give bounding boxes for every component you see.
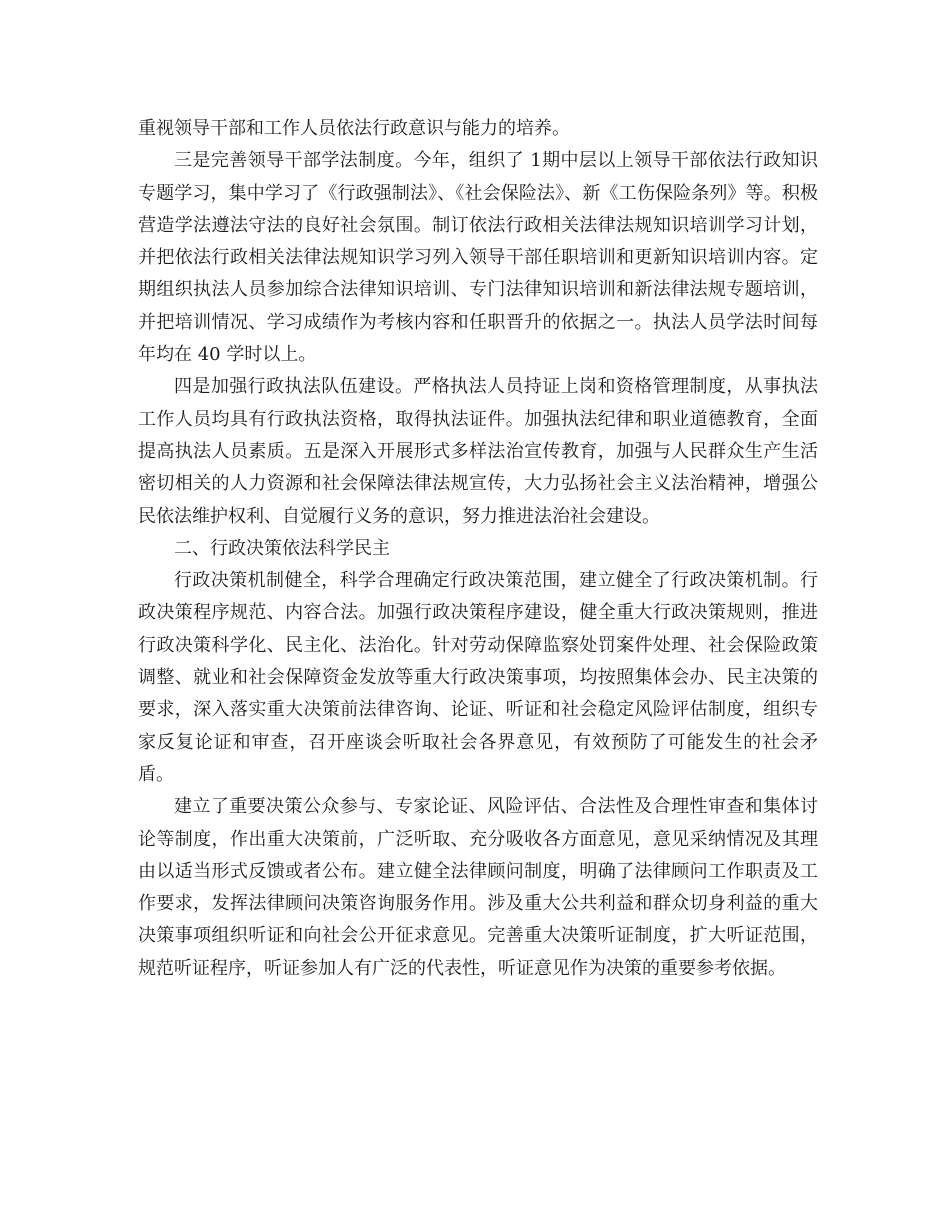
document-page <box>138 113 818 985</box>
paragraph-1: 重视领导干部和工作人员依法行政意识与能力的培养。 <box>138 118 570 139</box>
section-heading: 二、行政决策依法科学民主 <box>174 537 390 559</box>
paragraph-4: 行政决策机制健全，科学合理确定行政决策范围，建立健全了行政决策机制。行政决策程序规范、内容合法。加强行政决策程序建设，健全重大行政决策规则，推进行政决策科学化、民主化、法治化。针对劳动保障监察处罚案件处理、社会保险政策调整、就业和社会保障资金发放等重大行政决策事项，均按照集体会办、民主决策的要求，深入落实重大决策前法律咨询、论证、听证和社会稳定风险评估制度，组织专家反复论证和审查，召开座谈会听取社会各界意见，有效预防了可能发生的社会矛盾。 <box>138 570 818 785</box>
paragraph-2: 三是完善领导干部学法制度。今年，组织了 1期中层以上领导干部依法行政知识专题学习，集中学习了《行政强制法》、《社会保险法》、新《工伤保险条列》等。积极营造学法遵法守法的良好社会氛围。制订依法行政相关法律法规知识培训学习计划，并把依法行政相关法律法规知识学习列入领导干部任职培训和更新知识培训内容。定期组织执法人员参加综合法律知识培训、专门法律知识培训和新法律法规专题培训，并把培训情况、学习成绩作为考核内容和任职晋升的依据之一。执法人员学法时间每年均在 40 学时以上。 <box>138 150 818 366</box>
paragraph-5: 建立了重要决策公众参与、专家论证、风险评估、合法性及合理性审查和集体讨论等制度，作出重大决策前，广泛听取、充分吸收各方面意见，意见采纳情况及其理由以适当形式反馈或者公布。建立健全法律顾问制度，明确了法律顾问工作职责及工作要求，发挥法律顾问决策咨询服务作用。涉及重大公共利益和群众切身利益的重大决策事项组织听证和向社会公开征求意见。完善重大决策听证制度，扩大听证范围，规范听证程序，听证参加人有广泛的代表性，听证意见作为决策的重要参考依据。 <box>138 796 818 979</box>
paragraph-3: 四是加强行政执法队伍建设。严格执法人员持证上岗和资格管理制度，从事执法工作人员均具有行政执法资格，取得执法证件。加强执法纪律和职业道德教育，全面提高执法人员素质。五是深入开展形式多样法治宣传教育，加强与人民群众生产生活密切相关的人力资源和社会保障法律法规宣传，大力弘扬社会主义法治精神，增强公民依法维护权利、自觉履行义务的意识，努力推进法治社会建设。 <box>138 376 818 527</box>
